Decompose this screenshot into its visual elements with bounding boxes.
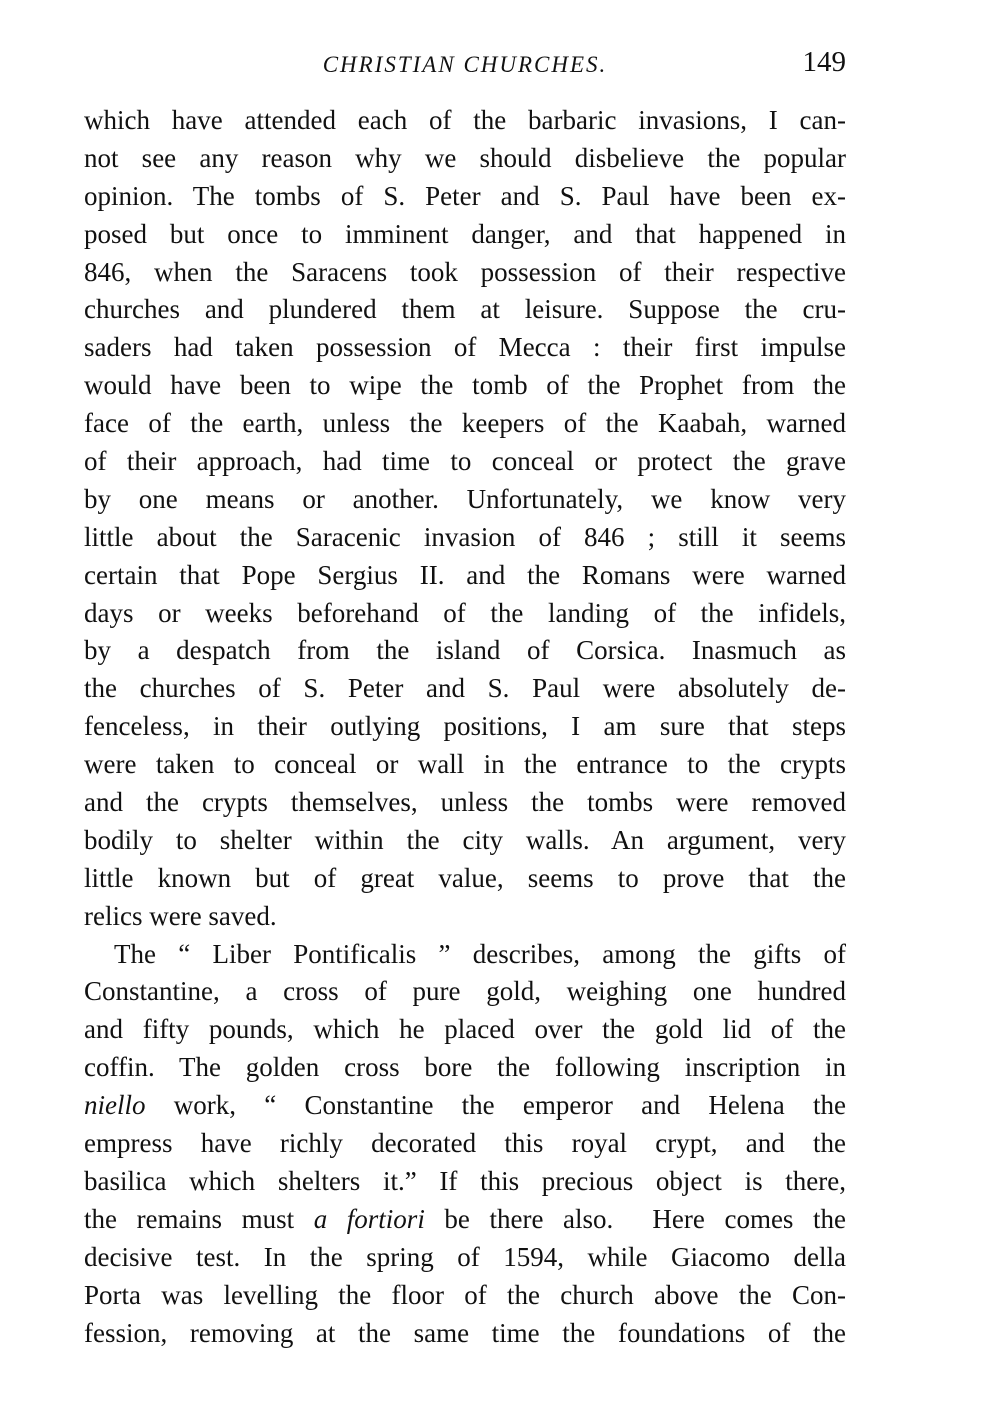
line-remainder: work, “ Constantine the emperor and Helena the: [145, 1090, 846, 1121]
text-line: and the crypts themselves, unless the tombs were removed: [84, 787, 846, 818]
italic-term: a fortiori: [313, 1203, 425, 1234]
text-line: bodily to shelter within the city walls. An argument, very: [84, 824, 846, 855]
text-line: and fifty pounds, which he placed over the gold lid of the: [84, 1014, 846, 1045]
text-line: fession, removing at the same time the foundations of the: [84, 1317, 846, 1348]
line-prefix: the remains must: [84, 1203, 314, 1234]
text-line: by a despatch from the island of Corsica. Inasmuch as: [84, 635, 846, 666]
text-line: days or weeks beforehand of the landing of the infidels,: [84, 597, 846, 628]
text-line: which have attended each of the barbaric invasions, I can-: [84, 105, 846, 135]
text-line: not see any reason why we should disbelieve the popular: [84, 142, 846, 173]
text-line-with-italic: [84, 1087, 846, 1125]
text-line-with-italic: [84, 1201, 846, 1239]
text-line: opinion. The tombs of S. Peter and S. Paul have been ex-: [84, 180, 846, 211]
text-line: of their approach, had time to conceal or protect the grave: [84, 446, 846, 477]
paragraph-end-line: relics were saved.: [84, 900, 277, 931]
paragraph-start-line: The “ Liber Pontificalis ” describes, among the gifts of: [114, 938, 846, 969]
text-line: churches and plundered them at leisure. Suppose the cru-: [84, 294, 846, 325]
text-line: posed but once to imminent danger, and that happened in: [84, 218, 846, 249]
running-title: CHRISTIAN CHURCHES.: [322, 52, 608, 77]
text-line: decisive test. In the spring of 1594, while Giacomo della: [84, 1241, 846, 1272]
text-line: by one means or another. Unfortunately, we know very: [84, 483, 846, 514]
text-line: would have been to wipe the tomb of the Prophet from the: [84, 370, 846, 401]
text-line: the churches of S. Peter and S. Paul were absolutely de-: [84, 673, 846, 704]
text-line: fenceless, in their outlying positions, I am sure that steps: [84, 711, 846, 742]
text-line: 846, when the Saracens took possession of their respective: [84, 256, 846, 287]
page-number: 149: [802, 46, 846, 78]
text-line: coffin. The golden cross bore the following inscription in: [84, 1052, 846, 1083]
text-line: little known but of great value, seems to prove that the: [84, 862, 846, 893]
text-line: empress have richly decorated this royal crypt, and the: [84, 1128, 846, 1159]
text-line: Porta was levelling the floor of the church above the Con-: [84, 1279, 846, 1310]
text-line: basilica which shelters it.” If this precious object is there,: [84, 1165, 846, 1196]
text-line: face of the earth, unless the keepers of the Kaabah, warned: [84, 408, 846, 439]
text-line: were taken to conceal or wall in the entrance to the crypts: [84, 749, 846, 780]
text-line: certain that Pope Sergius II. and the Romans were warned: [84, 559, 846, 590]
running-head: [84, 46, 846, 86]
text-line: saders had taken possession of Mecca : their first impulse: [84, 332, 846, 363]
body-text: [84, 102, 846, 1352]
line-remainder: be there also. Here comes the: [424, 1203, 847, 1234]
text-line: little about the Saracenic invasion of 846 ; still it seems: [84, 521, 846, 552]
italic-term: niello: [84, 1090, 146, 1121]
text-line: Constantine, a cross of pure gold, weighing one hundred: [84, 976, 846, 1007]
